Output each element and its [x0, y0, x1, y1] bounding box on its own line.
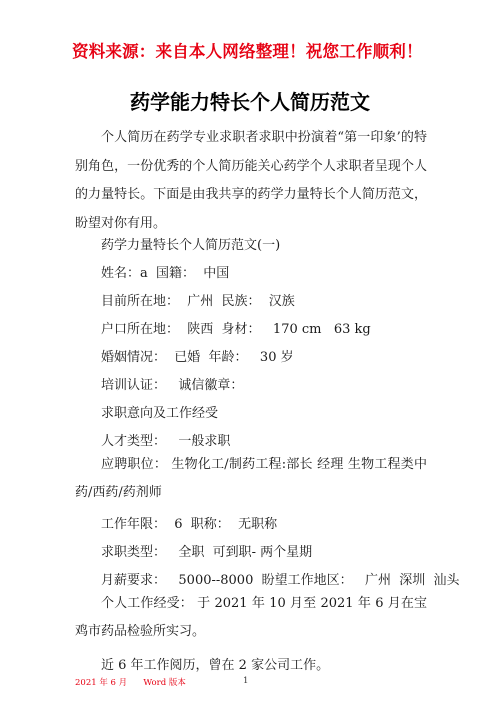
field-experience: 个人工作经受： 于 2021 年 10 月至 2021 年 6 月在宝鸡市药品检验所实习。	[75, 596, 427, 639]
field-talent-type: 人才类型： 一般求职	[101, 434, 231, 449]
intro-paragraph: 个人简历在药学专业求职者求职中扮演着“第一印象’的特别角色，一份优秀的个人简历能关心药学个人求职者呈现个人的力量特长。下面是由我共享的药学力量特长个人简历范文，盼望对你有用。	[75, 130, 427, 231]
field-salary: 月薪要求： 5000--8000 盼望工作地区： 广州 深圳 汕头	[101, 573, 460, 588]
field-marital: 婚姻情况： 已婚 年龄： 30 岁	[101, 350, 294, 365]
section-heading: 药学力量特长个人简历范文(一)	[101, 238, 281, 253]
intent-heading: 求职意向及工作经受	[101, 406, 219, 421]
field-years: 工作年限： 6 职称： 无职称	[101, 517, 278, 532]
page-number: 1	[243, 676, 249, 686]
field-history: 近 6 年工作阅历，曾在 2 家公司工作。	[101, 658, 330, 673]
source-banner: 资料来源：来自本人网络整理！祝您工作顺利！	[72, 42, 423, 61]
field-job-type: 求职类型： 全职 可到职- 两个星期	[101, 545, 313, 560]
field-certification: 培训认证： 诚信徽章：	[101, 378, 244, 393]
field-location: 目前所在地： 广州 民族： 汉族	[101, 294, 295, 309]
footer-date-version: 2021 年 6 月 Word 版本	[75, 678, 186, 688]
field-name: 姓名：a 国籍： 中国	[101, 266, 230, 281]
field-hukou: 户口所在地： 陕西 身材： 170 cm 63 kg	[101, 322, 371, 337]
document-title: 药学能力特长个人简历范文	[130, 90, 370, 114]
field-position: 应聘职位： 生物化工/制药工程:部长 经理 生物工程类中药/西药/药剂师	[75, 457, 427, 500]
